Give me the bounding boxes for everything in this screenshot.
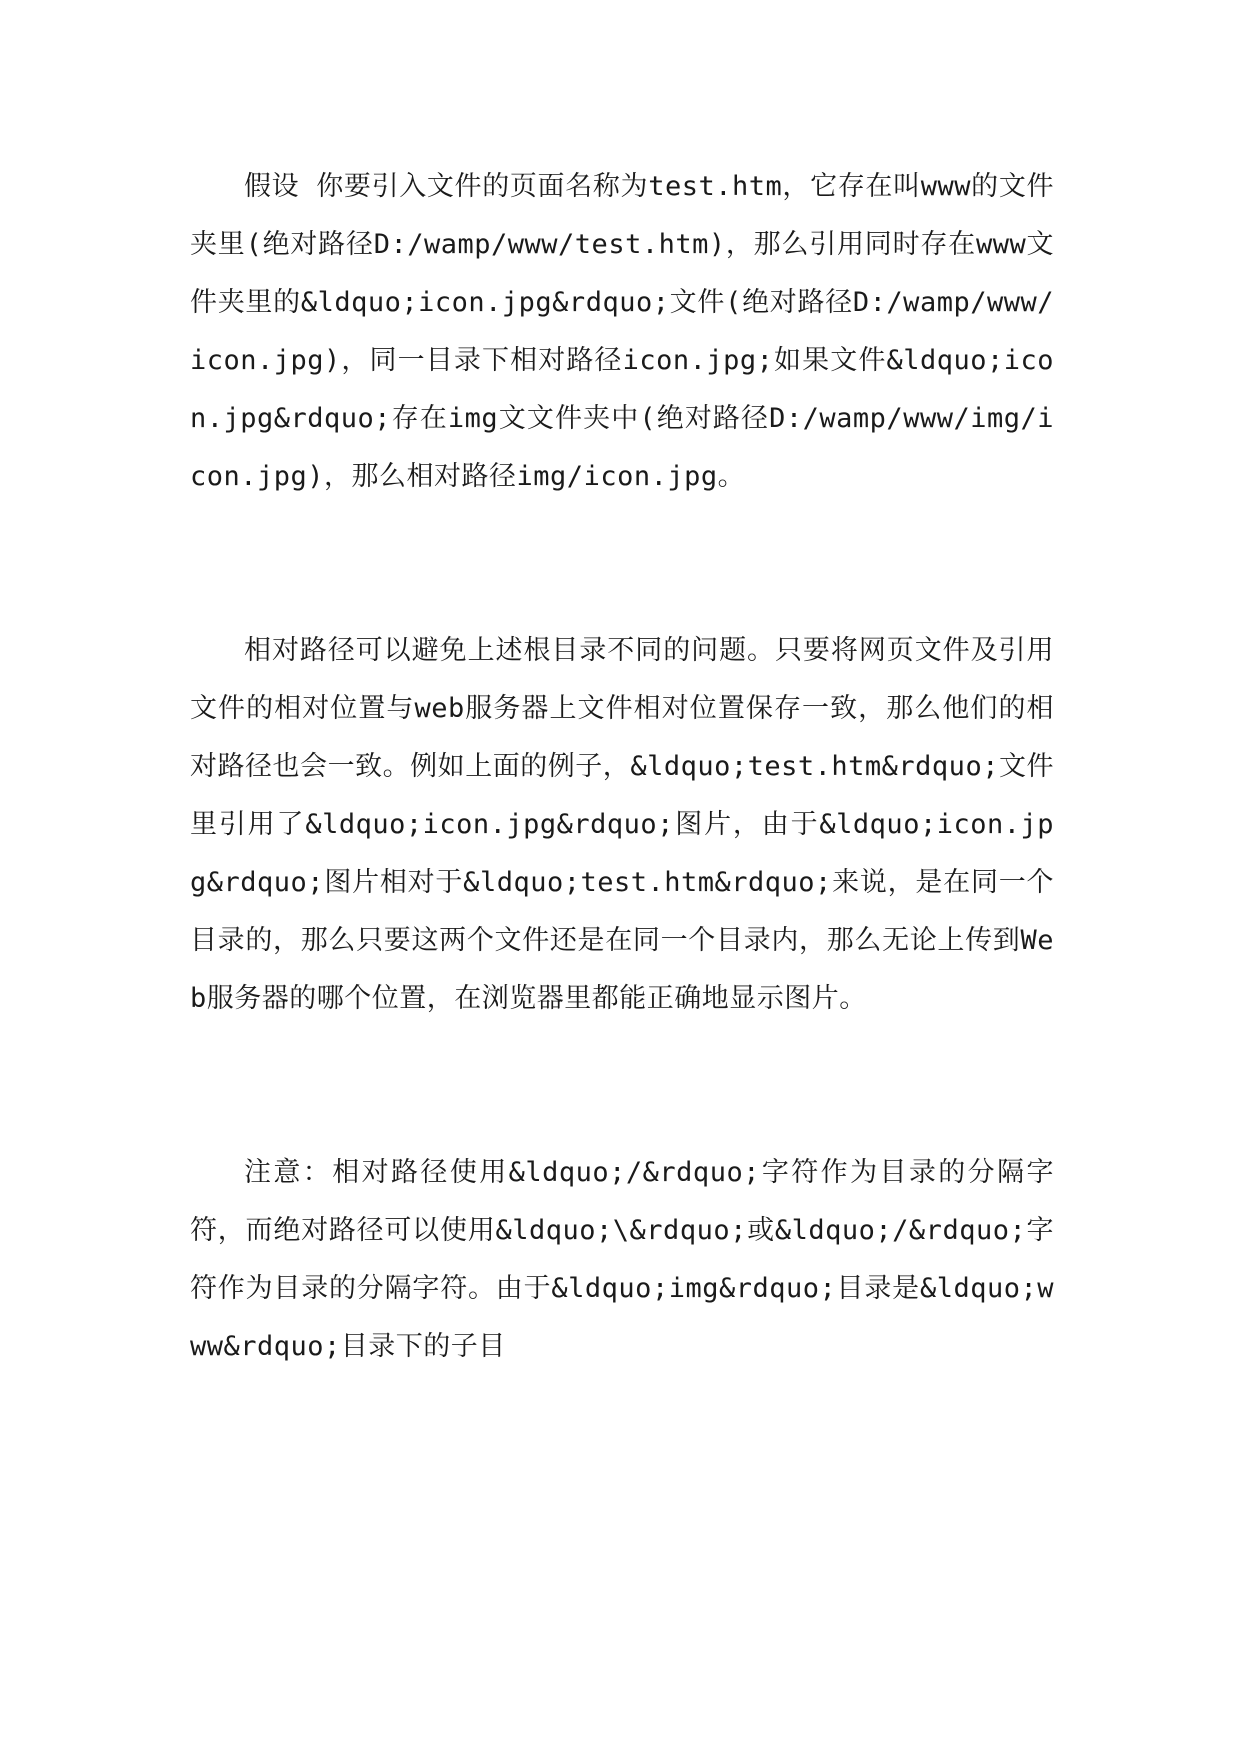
paragraph-relative-path-benefit: 相对路径可以避免上述根目录不同的问题。只要将网页文件及引用文件的相对位置与web服务器上文件相对位置保存一致，那么他们的相对路径也会一致。例如上面的例子，&ldquo;test.htm&rdquo;文件里引用了&ldquo;icon.jpg&rdquo;图片，由于&ldquo;icon.jpg&rdquo;图片相对于&ldquo;test.htm&rdquo;来说，是在同一个目录的，那么只要这两个文件还是在同一个目录内，那么无论上传到Web服务器的哪个位置，在浏览器里都能正确地显示图片。 xyxy=(190,635,1054,1014)
document-body xyxy=(190,158,1054,1376)
paragraph-separator-note: 注意：相对路径使用&ldquo;/&rdquo;字符作为目录的分隔字符，而绝对路径可以使用&ldquo;\&rdquo;或&ldquo;/&rdquo;字符作为目录的分隔字符。由于&ldquo;img&rdquo;目录是&ldquo;www&rdquo;目录下的子目 xyxy=(190,1157,1054,1362)
paragraph-relative-path-example: 假设 你要引入文件的页面名称为test.htm，它存在叫www的文件夹里(绝对路径D:/wamp/www/test.htm)，那么引用同时存在www文件夹里的&ldquo;icon.jpg&rdquo;文件(绝对路径D:/wamp/www/icon.jpg)，同一目录下相对路径icon.jpg;如果文件&ldquo;icon.jpg&rdquo;存在img文文件夹中(绝对路径D:/wamp/www/img/icon.jpg)，那么相对路径img/icon.jpg。 xyxy=(190,171,1054,492)
